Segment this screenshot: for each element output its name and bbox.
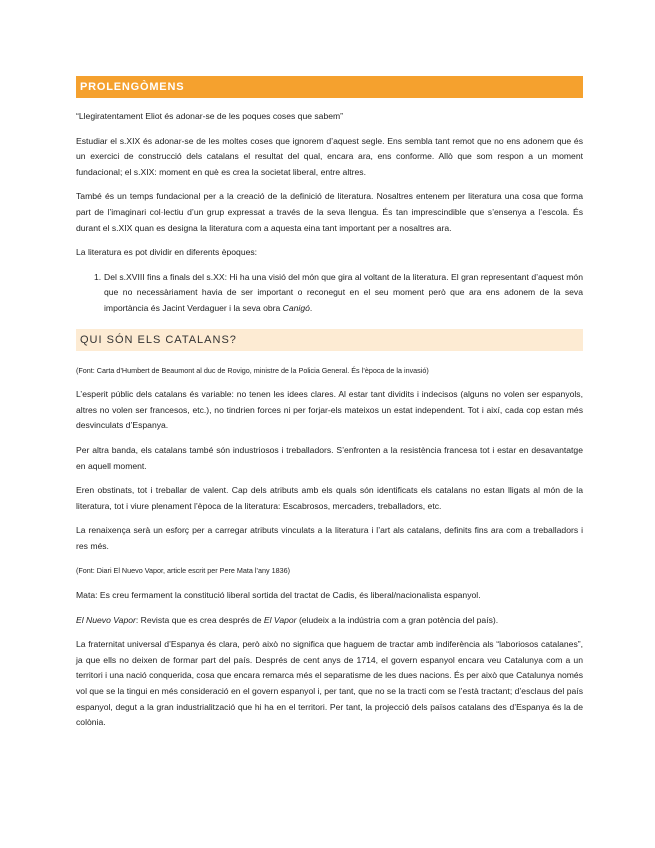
paragraph-text: (eludeix a la indústria com a gran potència del país). (296, 614, 499, 625)
paragraph: Eren obstinats, tot i treballar de valent. Cap dels atributs amb els quals són identificats els catalans no estan lligats al món de la literatura, tot i viure plenament l’època de la literatura: Escabrosos, mercaders, treballadors, etc. (76, 485, 583, 511)
list-text: Del s.XVIII fins a finals del s.XX: Hi ha una visió del món que gira al voltant de la literatura. El gran representant d’aquest món que no necessàriament havia de ser important o reconegut en el seu moment però que ara ens adonem de la seva importància és Jacint Verdaguer i la seva obra (104, 271, 583, 313)
paragraph: La literatura es pot dividir en diferents èpoques: (76, 247, 258, 258)
section-heading-prolegomens: PROLENGÒMENS (76, 76, 583, 98)
paragraph: La renaixença serà un esforç per a carregar atributs vinculats a la literatura i l’art als catalans, definits fins ara com a treballadors i res més. (76, 525, 583, 551)
source-note: (Font: Carta d’Humbert de Beaumont al duc de Rovigo, ministre de la Policia General. És l’època de la invasió) (76, 365, 429, 375)
publication-title: El Nuevo Vapor (76, 614, 136, 625)
list-item (76, 270, 583, 317)
paragraph (76, 613, 583, 629)
paragraph-text: : Revista que es crea després de (135, 614, 264, 625)
document-page (76, 76, 583, 740)
section-heading-catalans: QUI SÓN ELS CATALANS? (76, 329, 583, 351)
publication-title: El Vapor (263, 614, 297, 625)
list-text-end: . (309, 302, 313, 313)
paragraph: Mata: Es creu fermament la constitució liberal sortida del tractat de Cadis, és liberal/nacionalista espanyol. (76, 590, 481, 601)
paragraph: Per altra banda, els catalans també són industriosos i treballadors. S’enfronten a la resistència francesa tot i estar en desavantatge en aquell moment. (76, 444, 583, 471)
work-title: Canigó (282, 302, 310, 313)
source-note: (Font: Diari El Nuevo Vapor, article escrit per Pere Mata l’any 1836) (76, 566, 290, 576)
paragraph: També és un temps fundacional per a la creació de la definició de literatura. Nosaltres entenem per literatura una cosa que forma part de l’imaginari col·lectiu d’un grup expressat a través de la seva llengua. És tan imprescindible que s’ensenya a l’escola. És durant el s.XIX quan es designa la literatura com a aquesta eina tant important per a nosaltres ara. (76, 191, 583, 233)
paragraph: La fraternitat universal d’Espanya és clara, però això no significa que haguem de tractar amb indiferència als “laboriosos catalanes”, ja que ells no deixen de formar part del país. Després de cent anys de 1714, el govern espanyol encara veu Catalunya com a un territori i una nació conquerida, cosa que encara remarca més el separatisme de les dues nacions. És per això que Catalunya només vol que se la tingui en més consideració en el govern espanyol i, per tant, que no se la tracti com se l’està tractant; d’esclaus del país espanyol, degut a la gran industrialització que hi ha en el territori. Per tant, la projecció dels països catalans des d’Espanya és la de colònia. (76, 639, 583, 728)
epochs-list (76, 270, 583, 317)
quote: “Llegiratentament Eliot és adonar-se de les poques coses que sabem” (76, 111, 344, 121)
list-number: 1. (94, 271, 102, 282)
paragraph: L’esperit públic dels catalans és variable: no tenen les idees clares. Al estar tant dividits i indecisos (alguns no volen ser espanyols, altres no volen ser francesos, etc.), no tindrien forces ni per forjar-els mateixos un estat independent. Tot i així, cada cop estan més desvinculats d’Espanya. (76, 389, 583, 431)
paragraph: Estudiar el s.XIX és adonar-se de les moltes coses que ignorem d’aquest segle. Ens sembla tant remot que no ens adonem que és un exercici de construcció dels catalans el resultat del qual, encara ara, ens conforme. Allò que som respon a un moment fundacional; el s.XIX: moment en què es crea la societat liberal, entre altres. (76, 135, 583, 177)
